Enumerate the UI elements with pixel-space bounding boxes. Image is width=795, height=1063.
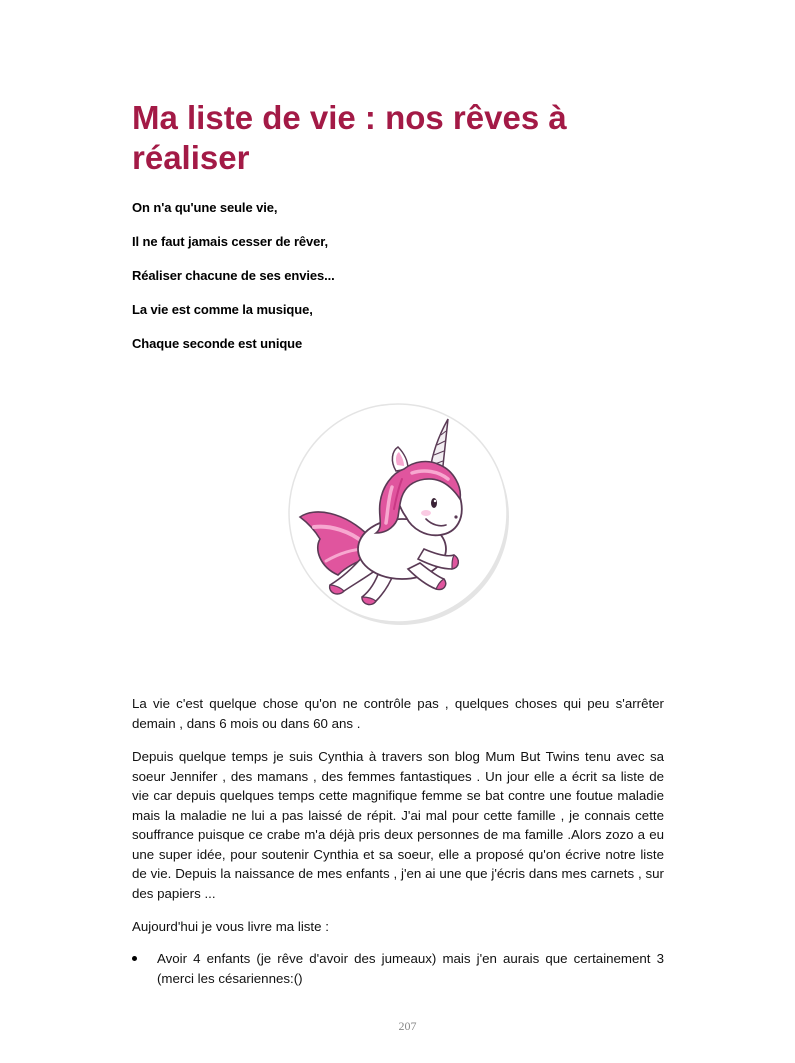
list-item-text: Avoir 4 enfants (je rêve d'avoir des jumeaux) mais j'en aurais que certainement 3 (merci les césariennes:() (157, 951, 664, 986)
paragraph: La vie c'est quelque chose qu'on ne contrôle pas , quelques choses qui peu s'arrêter demain , dans 6 mois ou dans 60 ans . (132, 696, 664, 731)
poem-line: Il ne faut jamais cesser de rêver, (132, 234, 329, 249)
poem-line: Réaliser chacune de ses envies... (132, 268, 335, 283)
page-number: 207 (398, 1019, 417, 1033)
paragraph: Depuis quelque temps je suis Cynthia à travers son blog Mum But Twins tenu avec sa soeur Jennifer , des mamans , des femmes fantastiques . Un jour elle a écrit sa liste de vie car depuis quelques temps cette magnifique femme se bat contre une foutue maladie mais la maladie ne lui a pas laissé de répit. J'ai mal pour cette famille , je connais cette souffrance puisque ce crabe m'a déjà pris deux personnes de ma famille .Alors zozo a eu une super idée, pour soutenir Cynthia et sa soeur, elle a proposé qu'on écrive notre liste de vie. Depuis la naissance de mes enfants , j'en ai une que j'écris dans mes carnets , sur des papiers ... (132, 749, 664, 901)
list-item (132, 949, 664, 988)
poem-line: La vie est comme la musique, (132, 302, 313, 317)
unicorn-sticker-icon (284, 399, 512, 627)
poem-line: On n'a qu'une seule vie, (132, 200, 278, 215)
bullet-list (132, 949, 664, 988)
page-title: Ma liste de vie : nos rêves à réaliser (132, 99, 567, 176)
poem-line: Chaque seconde est unique (132, 336, 303, 351)
bullet-icon (132, 956, 137, 961)
poem-lines (132, 199, 335, 369)
paragraph: Aujourd'hui je vous livre ma liste : (132, 919, 329, 934)
